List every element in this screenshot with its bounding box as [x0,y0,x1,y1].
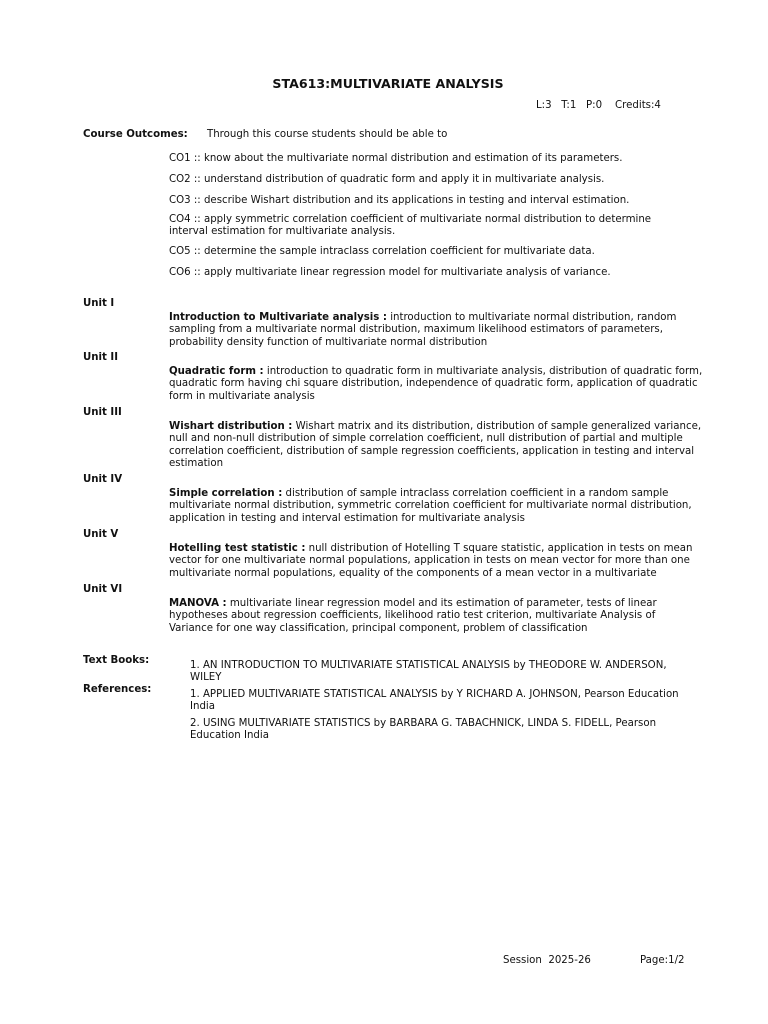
unit-description [169,488,709,525]
reference-item: 1. APPLIED MULTIVARIATE STATISTICAL ANALYSIS by Y RICHARD A. JOHNSON, Pearson Education India [190,689,679,713]
unit-label: Unit IV [83,474,123,485]
course-outcomes-intro: Through this course students should be able to [207,129,448,140]
text-books-label: Text Books: [83,655,150,666]
unit-heading: Hotelling test statistic : [169,543,306,554]
unit-description [169,421,709,471]
footer-session: Session 2025-26 [503,955,591,966]
unit-description [169,312,709,349]
reference-item: 2. USING MULTIVARIATE STATISTICS by BARBARA G. TABACHNICK, LINDA S. FIDELL, Pearson Education India [190,718,657,742]
unit-label: Unit II [83,352,119,363]
unit-description [169,366,709,403]
unit-label: Unit V [83,529,119,540]
unit-label: Unit VI [83,584,123,595]
unit-description [169,543,709,580]
unit-description [169,598,669,635]
unit-label: Unit I [83,298,115,309]
unit-heading: Wishart distribution : [169,421,293,432]
course-outcome-item: CO4 :: apply symmetric correlation coefficient of multivariate normal distribution to determine interval estimation for multivariate analysis. [169,214,652,238]
course-outcome-item: CO2 :: understand distribution of quadratic form and apply it in multivariate analysis. [169,174,605,185]
references-label: References: [83,684,152,695]
course-outcome-item: CO5 :: determine the sample intraclass correlation coefficient for multivariate data. [169,246,595,257]
unit-heading: MANOVA : [169,598,227,609]
course-outcome-item: CO3 :: describe Wishart distribution and its applications in testing and interval estimation. [169,195,630,206]
unit-text: introduction to multivariate normal distribution, random sampling from a multivariate normal distribution, maximum likelihood estimators of parameters, probability density function of multivariate normal distribution [169,312,677,348]
course-outcome-item: CO6 :: apply multivariate linear regression model for multivariate analysis of variance. [169,267,611,278]
credits-line: L:3 T:1 P:0 Credits:4 [536,100,661,111]
unit-text: multivariate linear regression model and its estimation of parameter, tests of linear hypotheses about regression coefficients, likelihood ratio test criterion, multivariate Analysis of Variance for one way classification, principal component, problem of classification [169,598,657,634]
unit-text: distribution of sample intraclass correlation coefficient in a random sample multivariate normal distribution, symmetric correlation coefficient for multivariate normal distribution, application in testing and interval estimation for multivariate analysis [169,488,692,524]
footer-page-number: Page:1/2 [640,955,685,966]
text-book-item: 1. AN INTRODUCTION TO MULTIVARIATE STATISTICAL ANALYSIS by THEODORE W. ANDERSON, WILEY [190,660,667,684]
unit-text: null distribution of Hotelling T square statistic, application in tests on mean vector for one multivariate normal populations, application in tests on mean vector for more than one multivariate normal populations, equality of the components of a mean vector in a multivariate [169,543,693,579]
unit-heading: Simple correlation : [169,488,283,499]
course-outcomes-label: Course Outcomes: [83,129,188,140]
page-title: STA613:MULTIVARIATE ANALYSIS [272,76,504,91]
course-outcome-item: CO1 :: know about the multivariate normal distribution and estimation of its parameters. [169,153,623,164]
unit-heading: Quadratic form : [169,366,264,377]
unit-text: introduction to quadratic form in multivariate analysis, distribution of quadratic form, quadratic form having chi square distribution, independence of quadratic form, application of quadratic form in multivariate analysis [169,366,703,402]
unit-label: Unit III [83,407,122,418]
unit-heading: Introduction to Multivariate analysis : [169,312,387,323]
unit-text: Wishart matrix and its distribution, distribution of sample generalized variance, null and non-null distribution of simple correlation coefficient, null distribution of partial and multiple correlation coefficient, distribution of sample regression coefficients, application in testing and interval estimation [169,421,702,470]
